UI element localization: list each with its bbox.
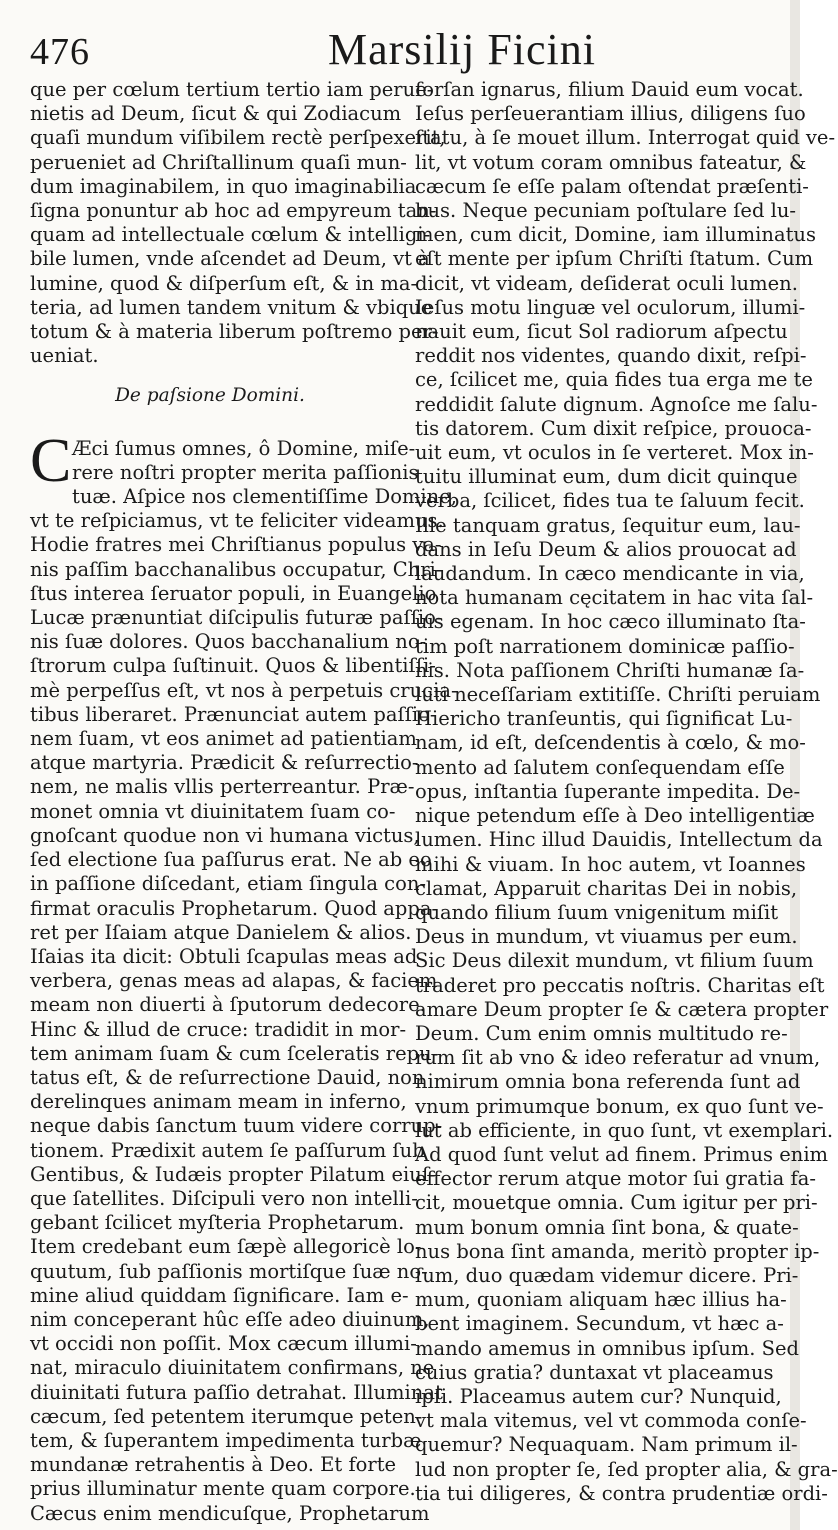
text-line: ce, ſcilicet me, quia fides tua erga me te [415, 368, 813, 392]
text-line: nem, ne malis vllis perterreantur. Præ- [30, 775, 415, 799]
text-line: ſtus interea ſeruator populi, in Euangelio [30, 581, 437, 605]
text-line: forſan ignarus, filium Dauid eum vocat. [415, 78, 804, 101]
text-line: tionem. Prædixit autem ſe paſſurum ſub [30, 1138, 425, 1162]
text-line: diuinitati futura paſſio detrahat. Illuminat [30, 1380, 443, 1404]
right-column-text [415, 78, 838, 1506]
text-line: meam non diuerti à ſputorum dedecore. [30, 993, 426, 1017]
text-line: bus. Neque pecuniam poſtulare ſed lu- [415, 199, 797, 223]
text-line: Hodie fratres mei Chriſtianus populus va- [30, 533, 442, 557]
text-line: Ad quod ſunt velut ad finem. Primus enim [415, 1142, 829, 1166]
text-line: quemur? Nequaquam. Nam primum il- [415, 1433, 798, 1457]
text-line: nus bona ſint amanda, meritò propter ip- [415, 1239, 820, 1263]
text-line: cæcum, ſed petentem iterumque peten- [30, 1404, 423, 1428]
text-line: lud non propter ſe, ſed propter alia, & gra- [415, 1457, 838, 1481]
text-line: Ieſus perſeuerantiam illius, diligens ſuo [415, 102, 806, 126]
text-line: cuius gratia? duntaxat vt placeamus [415, 1360, 774, 1384]
text-line: Gentibus, & Iudæis propter Pilatum eiuſ- [30, 1162, 436, 1186]
text-line: reddidit ſalute dignum. Agnoſce me ſalu- [415, 392, 818, 416]
text-line: clamat, Apparuit charitas Dei in nobis, [415, 876, 798, 900]
text-line: totum & à materia liberum poſtremo per- [30, 320, 439, 344]
text-line: vnum primumque bonum, ex quo ſunt ve- [415, 1094, 824, 1118]
text-line: tuitu illuminat eum, dum dicit quinque [415, 465, 798, 489]
drop-cap: C [30, 426, 72, 495]
text-line: uit eum, vt oculos in ſe verteret. Mox in- [415, 441, 814, 465]
text-line: dum imaginabilem, in quo imaginabilia [30, 174, 417, 198]
text-line: nimirum omnia bona referenda ſunt ad [415, 1070, 801, 1094]
text-line: ſigna ponuntur ab hoc ad empyreum tan- [30, 199, 437, 223]
text-line: nota humanam cęcitatem in hac vita ſal- [415, 586, 814, 610]
text-line: Deus in mundum, vt viuamus per eum. [415, 925, 798, 949]
text-line: nim conceperant hûc eſſe adeo diuinum, [30, 1307, 430, 1331]
text-line: Hiericho tranſeuntis, qui ſignificat Lu- [415, 707, 793, 731]
text-line: uis egenam. In hoc cæco illuminato ſta- [415, 610, 806, 634]
text-line: mine aliud quiddam ſignificare. Iam e- [30, 1283, 409, 1307]
text-line: nique petendum eſſe à Deo intelligentiæ [415, 804, 815, 828]
text-line: ſed electione ſua paſſurus erat. Ne ab eo [30, 848, 432, 872]
text-line: tis datorem. Cum dixit reſpice, prouoca- [415, 416, 812, 440]
text-line: monet omnia vt diuinitatem ſuam co- [30, 799, 396, 823]
text-line: laudandum. In cæco mendicante in via, [415, 562, 805, 586]
text-line: que per cœlum tertium tertio iam perue- [30, 78, 434, 101]
text-line: lumine, quod & diſperſum eſt, & in ma- [30, 271, 418, 295]
text-line: quando filium ſuum vnigenitum miſit [415, 900, 779, 924]
text-line: eſt mente per ipſum Chriſti ſtatum. Cum [415, 247, 814, 271]
text-line: tem animam ſuam & cum ſceleratis repu- [30, 1041, 439, 1065]
text-line: tatus eſt, & de reſurrectione Dauid, non [30, 1065, 425, 1089]
text-line: nis ſuæ dolores. Quos bacchanalium no- [30, 630, 427, 654]
text-line: atque martyria. Prædicit & reſurrectio- [30, 751, 419, 775]
text-line: men, cum dicit, Domine, iam illuminatus [415, 223, 816, 247]
running-title: Marsilij Ficini [328, 25, 596, 74]
text-line: Hinc & illud de cruce: tradidit in mor- [30, 1017, 407, 1041]
text-line: derelinques animam meam in inferno, [30, 1090, 407, 1114]
text-line: bile lumen, vnde aſcendet ad Deum, vt à [30, 247, 430, 271]
text-line: Item credebant eum ſæpè allegoricè lo- [30, 1235, 422, 1259]
text-line: mando amemus in omnibus ipſum. Sed [415, 1336, 800, 1360]
text-line: neque dabis ſanctum tuum videre corrup- [30, 1114, 443, 1138]
text-line: tem, & ſuperantem impedimenta turbæ [30, 1428, 422, 1452]
text-line: quam ad intellectuale cœlum & intelligi- [30, 223, 431, 247]
text-line: vt te reſpiciamus, vt te feliciter videamus. [30, 509, 444, 533]
text-line: Æci ſumus omnes, ô Domine, miſe- [72, 436, 416, 460]
text-line: ipſi. Placeamus autem cur? Nunquid, [415, 1384, 782, 1408]
text-line: rere noſtri propter merita paſſionis [72, 460, 419, 484]
text-columns [30, 78, 838, 1525]
text-line: Lucæ prænuntiat diſcipulis futuræ paſſio- [30, 606, 443, 630]
text-line: rum ſit ab vno & ideo referatur ad vnum, [415, 1046, 821, 1070]
text-line: vt mala vitemus, vel vt commoda conſe- [415, 1409, 807, 1433]
text-line: perueniet ad Chriſtallinum quaſi mun- [30, 150, 407, 174]
text-line: mundanæ retrahentis à Deo. Et forte [30, 1453, 397, 1477]
text-line: teria, ad lumen tandem vnitum & vbique [30, 295, 433, 319]
text-line: mento ad ſalutem conſequendam eſſe [415, 755, 785, 779]
text-line: verba, ſcilicet, fides tua te ſaluum fecit. [415, 489, 805, 513]
right-column [415, 78, 838, 1506]
text-line: cæcum ſe eſſe palam oſtendat præſenti- [415, 174, 809, 198]
opening-paragraph [30, 426, 457, 510]
text-line: luti neceſſariam extitiſſe. Chriſti peruiam [415, 683, 821, 707]
text-line: Deum. Cum enim omnis multitudo re- [415, 1021, 788, 1045]
text-line: nam, id eſt, deſcendentis à cœlo, & mo- [415, 731, 806, 755]
text-line: ſtrorum culpa ſuſtinuit. Quos & libentiſſi- [30, 654, 436, 678]
section-heading: De paſsione Domini. [115, 385, 305, 407]
text-line: ueniat. [30, 344, 99, 368]
text-line: mum bonum omnia ſint bona, & quate- [415, 1215, 799, 1239]
text-line: in paſſione diſcedant, etiam ſingula con- [30, 872, 426, 896]
text-line: tibus liberaret. Prænunciat autem paſſio- [30, 702, 437, 726]
text-line: nis paſſim bacchanalibus occupatur, Chri- [30, 557, 443, 581]
drop-cap-lines [30, 426, 457, 510]
text-line: gnoſcant quodue non vi humana victus, [30, 823, 420, 847]
left-column [30, 78, 458, 1526]
text-line: gebant ſcilicet myſteria Prophetarum. [30, 1211, 405, 1235]
text-line: mè perpeſſus eſt, vt nos à perpetuis crucia- [30, 678, 458, 702]
body-paragraph [30, 509, 458, 1526]
text-line: cit, mouetque omnia. Cum igitur per pri- [415, 1191, 818, 1215]
text-line: bent imaginem. Secundum, vt hæc a- [415, 1312, 784, 1336]
text-line: reddit nos videntes, quando dixit, reſpi- [415, 344, 807, 368]
text-line: quutum, ſub paſſionis mortiſque ſuæ no- [30, 1259, 428, 1283]
text-line: prius illuminatur mente quam corpore. [30, 1477, 416, 1501]
text-line: verbera, genas meas ad alapas, & faciem [30, 969, 438, 993]
text-line: quaſi mundum viſibilem rectè perſpexerit, [30, 126, 446, 150]
text-line: Iſaias ita dicit: Obtuli ſcapulas meas ad [30, 944, 418, 968]
text-line: nis. Nota paſſionem Chriſti humanæ ſa- [415, 658, 805, 682]
page-header [28, 18, 762, 78]
intro-paragraph [30, 78, 446, 368]
text-line: nietis ad Deum, ſicut & qui Zodiacum [30, 102, 402, 126]
text-line: dicit, vt videam, deſiderat oculi lumen. [415, 271, 798, 295]
text-line: ſum, duo quædam videmur dicere. Pri- [415, 1263, 799, 1287]
text-line: que ſatellites. Diſcipuli vero non intelli- [30, 1186, 418, 1210]
text-line: effector rerum atque motor ſui gratia fa- [415, 1167, 816, 1191]
text-line: Ieſus motu linguæ vel oculorum, illumi- [415, 295, 806, 319]
text-line: Cæcus enim mendicuſque, Prophetarum [30, 1501, 430, 1525]
text-line: nem ſuam, vt eos animet ad patientiam [30, 727, 417, 751]
page-number: 476 [30, 31, 90, 73]
text-line: lut ab efficiente, in quo ſunt, vt exemplari. [415, 1118, 834, 1142]
text-line: Sic Deus dilexit mundum, vt filium ſuum [415, 949, 814, 973]
text-line: mum, quoniam aliquam hæc illius ha- [415, 1288, 787, 1312]
text-line: ret per Iſaiam atque Danielem & alios. [30, 920, 412, 944]
text-line: traderet pro peccatis noſtris. Charitas eſt [415, 973, 825, 997]
text-line: opus, inſtantia ſuperante impedita. De- [415, 779, 801, 803]
text-line: ſtatu, à ſe mouet illum. Interrogat quid ve- [415, 126, 836, 150]
text-line: tim poſt narrationem dominicæ paſſio- [415, 634, 795, 658]
text-line: lumen. Hinc illud Dauidis, Intellectum da [415, 828, 823, 852]
text-line: dans in Ieſu Deum & alios prouocat ad [415, 537, 797, 561]
text-line: Ille tanquam gratus, ſequitur eum, lau- [415, 513, 801, 537]
text-line: firmat oraculis Prophetarum. Quod appa- [30, 896, 439, 920]
text-line: lit, vt votum coram omnibus fateatur, & [415, 150, 807, 174]
text-line: nat, miraculo diuinitatem confirmans, ne [30, 1356, 435, 1380]
text-line: vt occidi non poſſit. Mox cæcum illumi- [30, 1332, 417, 1356]
text-line: amare Deum propter ſe & cætera propter [415, 997, 829, 1021]
text-line: nauit eum, ſicut Sol radiorum aſpectu [415, 320, 788, 344]
text-line: tuæ. Aſpice nos clementiſſime Domine, [72, 485, 457, 509]
text-line: mihi & viuam. In hoc autem, vt Ioannes [415, 852, 806, 876]
text-line: tia tui diligeres, & contra prudentiæ ordi- [415, 1481, 828, 1505]
